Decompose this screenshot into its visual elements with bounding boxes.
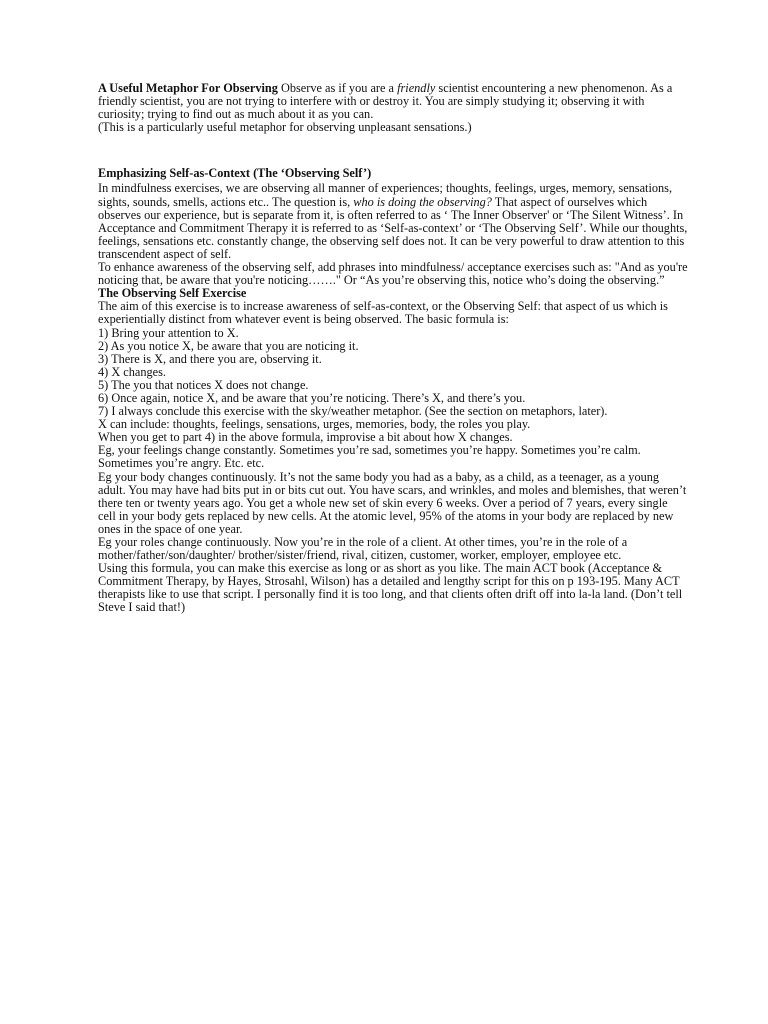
exercise-step: 2) As you notice X, be aware that you are noticing it. bbox=[98, 338, 359, 353]
exercise-step: 4) X changes. bbox=[98, 364, 166, 379]
metaphor-text-1: Observe as if you are a bbox=[277, 81, 398, 95]
section-spacer bbox=[98, 134, 688, 167]
exercise-step: 6) Once again, notice X, and be aware that you’re noticing. There’s X, and there’s you. bbox=[98, 390, 526, 405]
exercise-step: 5) The you that notices X does not change. bbox=[98, 377, 309, 392]
x-include-paragraph: X can include: thoughts, feelings, sensations, urges, memories, body, the roles you play. bbox=[98, 417, 531, 432]
self-as-context-paragraph bbox=[98, 182, 688, 261]
closing-paragraph: Using this formula, you can make this exercise as long or as short as you like. The main ACT book (Acceptance & Commitment Therapy, by Hayes, Strosahl, Wilson) has a detailed and lengthy script for this on p 193-195. Many ACT therapists like to use that script. I personally find it is too long, and that clients often drift off into la-la land. (Don’t tell Steve I said that!) bbox=[98, 561, 683, 615]
metaphor-italic-word: friendly bbox=[397, 81, 436, 95]
enhance-awareness-paragraph: To enhance awareness of the observing self, add phrases into mindfulness/ acceptance exercises such as: "And as you're noticing that, be aware that you're noticing……." Or “As you’re observing this, notice who’s doing the observing.” bbox=[98, 260, 688, 288]
self-as-context-italic: who is doing the observing? bbox=[353, 194, 492, 209]
exercise-step: 7) I always conclude this exercise with the sky/weather metaphor. (See the section on metaphors, later). bbox=[98, 404, 608, 419]
part4-paragraph: When you get to part 4) in the above formula, improvise a bit about how X changes. bbox=[98, 430, 513, 445]
metaphor-note: (This is a particularly useful metaphor for observing unpleasant sensations.) bbox=[98, 120, 472, 135]
body-example: Eg your body changes continuously. It’s not the same body you had as a baby, as a child, as a teenager, as a young adult. You may have had bits put in or bits cut out. You have scars, and wrinkles, and moles and blemishes, that weren’t there ten or twenty years ago. You get a whole new set of skin every 6 weeks. Over a period of 7 years, every single cell in your body gets replaced by new cells. At the atomic level, 95% of the atoms in your body are replaced by new ones in the space of one year. bbox=[98, 469, 687, 536]
feelings-example: Eg, your feelings change constantly. Sometimes you’re sad, sometimes you’re happy. Sometimes you’re calm. Sometimes you’re angry. Etc. etc. bbox=[98, 443, 641, 471]
self-as-context-text-1: In mindfulness exercises, we are observing all manner of experiences; thoughts, feelings, urges, memory, sensations, sights, sounds, smells, actions etc.. The question is, bbox=[98, 181, 673, 209]
exercise-step: 1) Bring your attention to X. bbox=[98, 325, 239, 340]
exercise-heading: The Observing Self Exercise bbox=[98, 286, 247, 301]
exercise-intro: The aim of this exercise is to increase awareness of self-as-context, or the Observing Self: that aspect of us which is experientially distinct from whatever event is being observed. The basic formula is: bbox=[98, 299, 668, 327]
self-as-context-heading: Emphasizing Self-as-Context (The ‘Observing Self’) bbox=[98, 166, 372, 181]
document-page bbox=[98, 82, 688, 615]
exercise-step: 3) There is X, and there you are, observing it. bbox=[98, 351, 322, 366]
metaphor-heading: A Useful Metaphor For Observing bbox=[98, 81, 278, 95]
metaphor-paragraph bbox=[98, 82, 688, 121]
metaphor-text-2: scientist encountering a new phenomenon. As a friendly scientist, you are not trying to interfere with or destroy it. You are simply studying it; observing it with curiosity; trying to find out as much about it as you can. bbox=[98, 81, 673, 122]
self-as-context-text-2: That aspect of ourselves which observes our experience, but is separate from it, is often referred to as ‘ The Inner Observer' or ‘The Silent Witness’. In Acceptance and Commitment Therapy it is referred to as ‘Self-as-context’ or ‘The Observing Self’. While our thoughts, feelings, sensations etc. constantly change, the observing self does not. It can be very powerful to draw attention to this transcendent aspect of self. bbox=[98, 194, 688, 261]
roles-example: Eg your roles change continuously. Now you’re in the role of a client. At other times, you’re in the role of a mother/father/son/daughter/ brother/sister/friend, rival, citizen, customer, worker, employer, employee etc. bbox=[98, 535, 628, 563]
